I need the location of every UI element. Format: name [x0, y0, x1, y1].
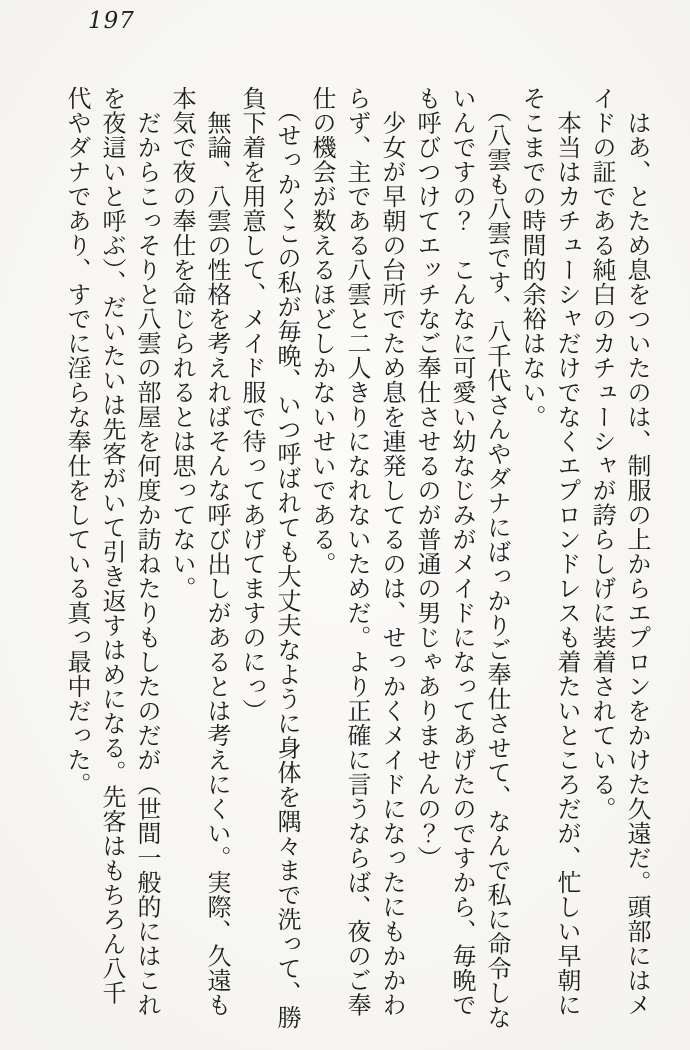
page-text-block — [59, 86, 654, 1030]
text-line: 少女が早朝の台所でため息を連発してるのは、せっかくメイドになったにもかかわ — [378, 86, 406, 1017]
text-line: 本当はカチューシャだけでなくエプロンドレスも着たいところだが、忙しい早朝に — [553, 86, 581, 1017]
text-line: （せっかくこの私が毎晩、いつ呼ばれても大丈夫なように身体を隅々まで洗って、勝 — [273, 86, 301, 1030]
text-line: 負下着を用意して、メイド服で待ってあげてますのにっ） — [238, 86, 266, 723]
text-line: 本気で夜の奉仕を命じられるとは思ってない。 — [168, 86, 196, 601]
text-line: らず、主である八雲と二人きりになれないためだ。より正確に言うならば、夜のご奉 — [343, 86, 371, 1017]
page-number: 197 — [88, 8, 135, 34]
text-line: も呼びつけてエッチなご奉仕させるのが普通の男じゃありませんの？） — [413, 86, 441, 870]
text-line: （八雲も八雲です、八千代さんやダナにばっかりご奉仕させて、なんで私に命令しな — [483, 86, 511, 1030]
text-line: いんですの？ こんなに可愛い幼なじみがメイドになってあげたのですから、毎晩で — [448, 86, 476, 1017]
text-line: そこまでの時間的余裕はない。 — [518, 86, 546, 429]
text-line: 代やダナであり、すでに淫らな奉仕をしている真っ最中だった。 — [63, 86, 91, 797]
text-line: 仕の機会が数えるほどしかないせいである。 — [308, 86, 336, 576]
text-line: だからこっそりと八雲の部屋を何度か訪ねたりもしたのだが（世間一般的にはこれ — [133, 86, 161, 1017]
text-line: 無論、八雲の性格を考えればそんな呼び出しがあるとは考えにくい。実際、久遠も — [203, 86, 231, 1017]
text-line: はあ、とため息をついたのは、制服の上からエプロンをかけた久遠だ。頭部にはメ — [623, 86, 651, 1017]
text-line: イドの証である純白のカチューシャが誇らしげに装着されている。 — [588, 86, 616, 821]
text-line: を夜這いと呼ぶ）、だいたいは先客がいて引き返すはめになる。先客はもちろん八千 — [98, 86, 126, 1005]
